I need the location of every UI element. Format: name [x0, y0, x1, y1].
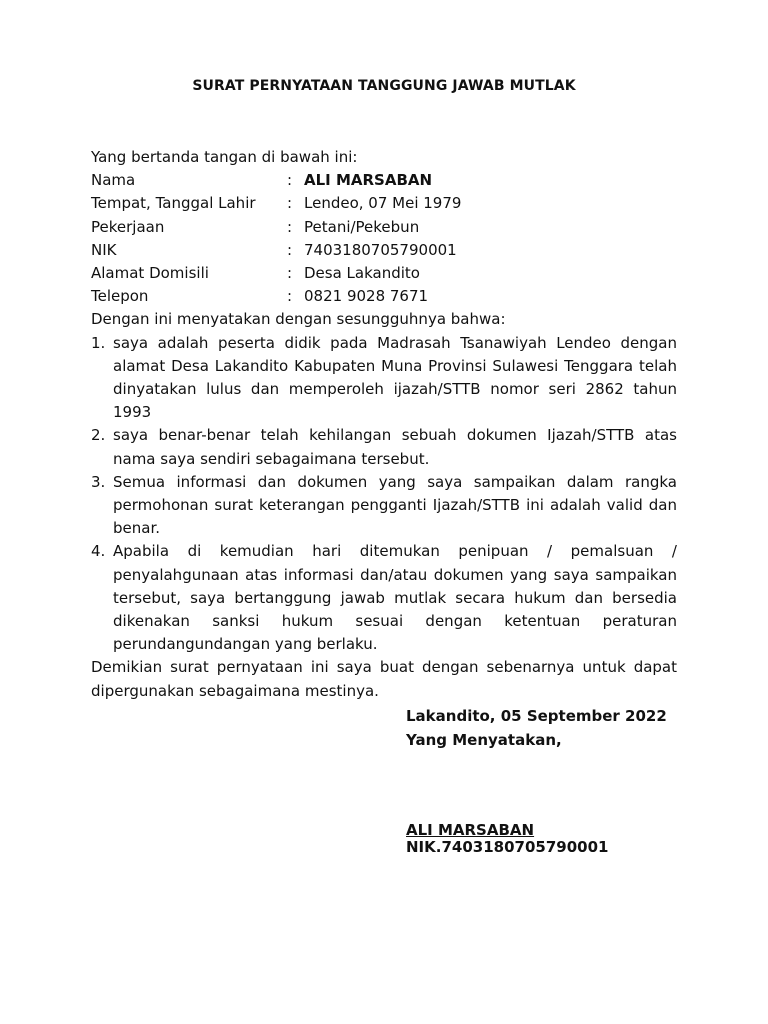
- identity-row-phone: [91, 285, 677, 308]
- document-body: [91, 146, 677, 703]
- identity-label: NIK: [91, 240, 117, 259]
- place-date: Lakandito, 05 September 2022: [406, 707, 667, 725]
- identity-colon: :: [287, 240, 293, 259]
- intro-text: Yang bertanda tangan di bawah ini:: [91, 148, 358, 166]
- identity-row-occupation: [91, 216, 677, 239]
- statement-intro: Dengan ini menyatakan dengan sesungguhnya bahwa:: [91, 310, 506, 329]
- identity-colon: :: [287, 287, 293, 306]
- signature-block: [406, 704, 667, 752]
- identity-row-birth: [91, 192, 677, 215]
- list-item: [91, 424, 677, 470]
- list-item: [91, 540, 677, 656]
- signer-name: ALI MARSABAN: [406, 821, 535, 839]
- list-item-text: saya benar-benar telah kehilangan sebuah dokumen Ijazah/STTB atas nama saya sendiri sebagaimana tersebut.: [113, 426, 677, 468]
- list-item-text: Semua informasi dan dokumen yang saya sampaikan dalam rangka permohonan surat keterangan pengganti Ijazah/STTB ini adalah valid dan benar.: [113, 472, 677, 538]
- declarant-label: Yang Menyatakan,: [406, 731, 562, 749]
- identity-row-address: [91, 262, 677, 285]
- identity-block: [91, 169, 677, 308]
- statement-list: [91, 332, 677, 657]
- list-item-number: 1.: [91, 333, 106, 352]
- identity-value-address: Desa Lakandito: [304, 264, 420, 283]
- identity-colon: :: [287, 171, 293, 190]
- document-title: SURAT PERNYATAAN TANGGUNG JAWAB MUTLAK: [192, 78, 576, 94]
- identity-colon: :: [287, 217, 293, 236]
- identity-label: Nama: [91, 171, 136, 190]
- signer-block: [406, 822, 608, 856]
- list-item: [91, 471, 677, 541]
- list-item: [91, 332, 677, 425]
- identity-value-birth: Lendeo, 07 Mei 1979: [304, 194, 462, 213]
- identity-value-occupation: Petani/Pekebun: [304, 217, 420, 236]
- list-item-number: 3.: [91, 472, 106, 491]
- identity-row-nik: [91, 239, 677, 262]
- identity-label: Alamat Domisili: [91, 264, 209, 283]
- identity-label: Telepon: [91, 287, 149, 306]
- list-item-text: Apabila di kemudian hari ditemukan penipuan / pemalsuan / penyalahgunaan atas informasi dan/atau dokumen yang saya sampaikan tersebut, saya bertanggung jawab mutlak secara hukum dan bersedia dikenakan sanksi hukum sesuai dengan ketentuan peraturan perundangundangan yang berlaku.: [113, 542, 677, 654]
- identity-value-name: ALI MARSABAN: [304, 171, 433, 190]
- list-item-number: 2.: [91, 426, 106, 445]
- identity-value-phone: 0821 9028 7671: [304, 287, 429, 306]
- closing-text: Demikian surat pernyataan ini saya buat dengan sebenarnya untuk dapat dipergunakan sebagaimana mestinya.: [91, 658, 677, 700]
- list-item-text: saya adalah peserta didik pada Madrasah Tsanawiyah Lendeo dengan alamat Desa Lakandito Kabupaten Muna Provinsi Sulawesi Tenggara telah dinyatakan lulus dan memperoleh ijazah/STTB nomor seri 2862 tahun 1993: [113, 333, 677, 422]
- identity-colon: :: [287, 264, 293, 283]
- identity-label: Tempat, Tanggal Lahir: [91, 194, 256, 213]
- identity-label: Pekerjaan: [91, 217, 165, 236]
- signer-nik: NIK.7403180705790001: [406, 838, 609, 856]
- identity-colon: :: [287, 194, 293, 213]
- list-item-number: 4.: [91, 542, 106, 561]
- identity-row-name: [91, 169, 677, 192]
- identity-value-nik: 7403180705790001: [304, 240, 457, 259]
